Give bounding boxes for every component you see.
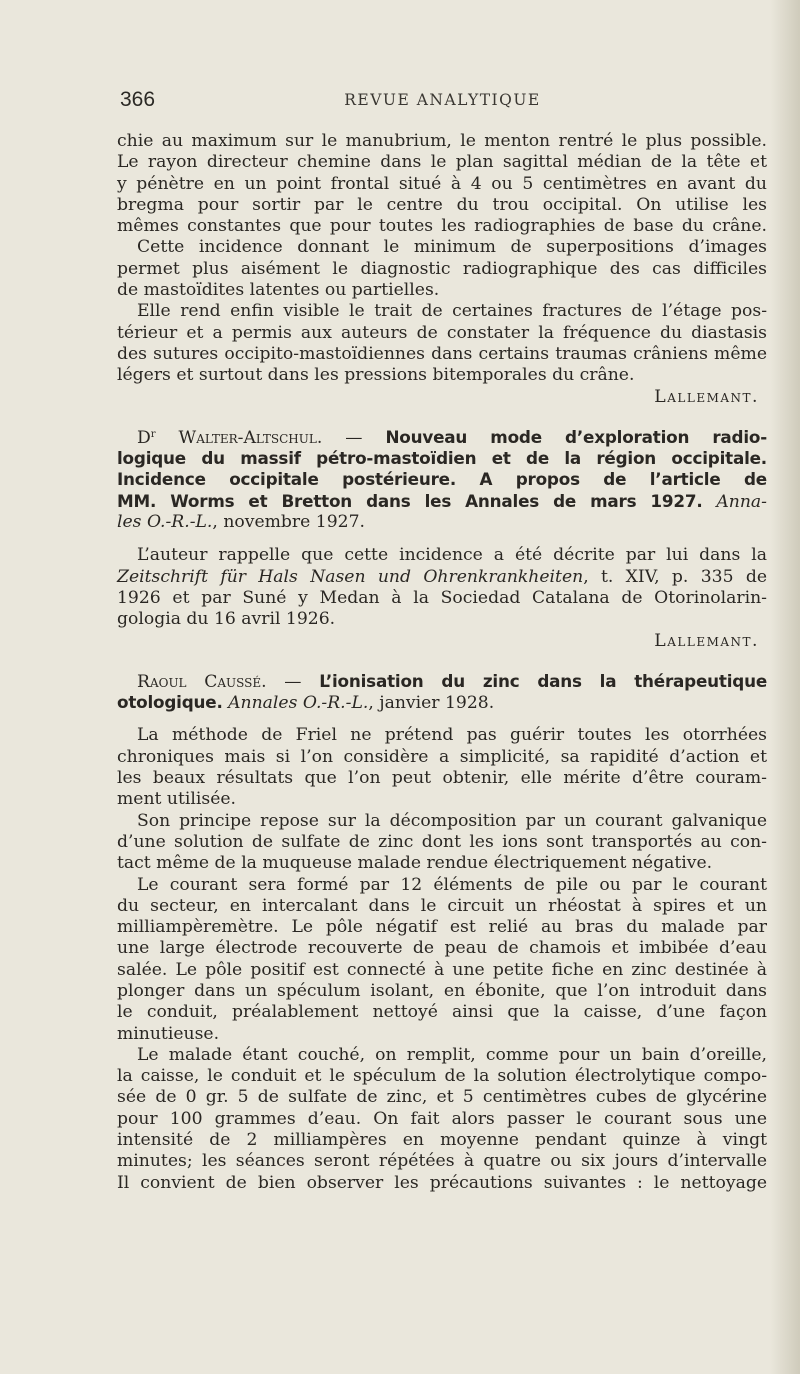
text-line: d’une solution de sulfate de zinc dont les ions sont transportés au con- <box>117 831 767 852</box>
text-line: les beaux résultats que l’on peut obtenir, elle mérite d’être couram- <box>117 768 767 789</box>
spacer <box>117 713 767 725</box>
text-line: pour 100 grammes d’eau. On fait alors passer le courant sous une <box>117 1108 767 1129</box>
author-name: Walter-Altschul. <box>178 427 323 448</box>
text-line: Le malade étant couché, on remplit, comme pour un bain d’oreille, <box>137 1044 767 1065</box>
text-line: 1926 et par Suné y Medan à la Sociedad Catalana de Otorinolarin- <box>117 587 767 608</box>
article-title: Incidence occipitale postérieure. A propos de l’article de <box>117 469 767 490</box>
text-line: une large électrode recouverte de peau de chamois et imbibée d’eau <box>117 938 767 959</box>
page-body <box>117 131 767 1194</box>
spacer <box>117 408 767 427</box>
article-title: MM. Worms et Bretton dans les Annales de mars 1927. <box>117 490 703 511</box>
text-line: minutieuse. <box>117 1023 220 1044</box>
text-line: Cette incidence donnant le minimum de superpositions d’images <box>137 237 767 258</box>
text-line: ment utilisée. <box>117 789 237 810</box>
review-entry-causse <box>117 671 767 1194</box>
text-line: chroniques mais si l’on considère a simplicité, sa rapidité d’action et <box>117 746 767 767</box>
text-line: gologia du 16 avril 1926. <box>117 609 336 630</box>
entry-heading-line <box>117 491 767 512</box>
text-line: le conduit, préalablement nettoyé ainsi que la caisse, d’une façon <box>117 1002 767 1023</box>
text-line: Son principe repose sur la décomposition par un courant galvanique <box>137 810 767 831</box>
text-line: La méthode de Friel ne prétend pas guérir toutes les otorrhées <box>137 725 767 746</box>
text-line: la caisse, le conduit et le spéculum de la solution électrolytique compo- <box>117 1066 767 1087</box>
text-line: Elle rend enfin visible le trait de certaines fractures de l’étage pos- <box>137 301 767 322</box>
text-line: chie au maximum sur le manubrium, le menton rentré le plus possible. <box>117 131 767 151</box>
review-continuation <box>117 131 767 408</box>
journal-ref: Annales O.-R.-L. <box>228 693 369 714</box>
journal-ref: Zeitschrift für Hals Nasen und Ohrenkrankheiten <box>117 566 584 587</box>
page-number: 366 <box>120 88 156 111</box>
spacer <box>117 652 767 671</box>
article-title: L’ionisation du zinc dans la thérapeutique <box>319 670 768 691</box>
author-name: Raoul Caussé. <box>137 671 267 692</box>
article-title: otologique. <box>117 692 223 713</box>
publication-date: , novembre 1927. <box>212 512 365 533</box>
text-line: y pénètre en un point frontal situé à 4 ou 5 centimètres en avant du <box>117 173 767 194</box>
entry-heading-line <box>117 448 767 469</box>
journal-ref: les O.-R.-L. <box>117 512 213 533</box>
text-line: de mastoïdites latentes ou partielles. <box>117 280 440 301</box>
running-title: REVUE ANALYTIQUE <box>344 91 541 109</box>
dash: — <box>322 427 386 448</box>
dash: — <box>266 671 320 692</box>
text-line: Le courant sera formé par 12 éléments de pile ou par le courant <box>137 874 767 895</box>
author-title: D <box>137 427 151 448</box>
entry-heading-line <box>117 427 767 448</box>
text-line: mêmes constantes que pour toutes les radiographies de base du crâne. <box>117 216 767 237</box>
text-line: Le rayon directeur chemine dans le plan sagittal médian de la tête et <box>117 152 767 173</box>
entry-heading-line <box>117 469 767 490</box>
text-line: salée. Le pôle positif est connecté à une petite fiche en zinc destinée à <box>117 959 767 980</box>
entry-heading-line <box>117 512 767 533</box>
text-line: légers et surtout dans les pressions bitemporales du crâne. <box>117 365 635 386</box>
signature: Lallemant. <box>654 386 759 407</box>
article-title: logique du massif pétro-mastoïdien et de la région occipitale. <box>117 448 767 469</box>
text-line: L’auteur rappelle que cette incidence a été décrite par lui dans la <box>137 545 767 566</box>
text-line: plonger dans un spéculum isolant, en ébonite, que l’on introduit dans <box>117 980 767 1001</box>
text-line: des sutures occipito-mastoïdiennes dans certains traumas crâniens même <box>117 343 767 364</box>
text-line: intensité de 2 milliampères en moyenne pendant quinze à vingt <box>117 1130 767 1151</box>
journal-ref: Anna- <box>716 491 767 512</box>
text-fragment: , t. XIV, p. 335 de <box>583 566 767 587</box>
text-line: minutes; les séances seront répétées à quatre ou six jours d’intervalle <box>117 1151 767 1172</box>
text-line: térieur et a permis aux auteurs de constater la fréquence du diastasis <box>117 322 767 343</box>
text-line: Il convient de bien observer les précautions suivantes : le nettoyage <box>117 1172 767 1193</box>
text-line: tact même de la muqueuse malade rendue électriquement négative. <box>117 853 713 874</box>
page-edge-shadow <box>770 0 800 1374</box>
entry-heading-line <box>117 692 767 713</box>
publication-date: , janvier 1928. <box>368 693 495 714</box>
entry-heading-line <box>117 671 767 692</box>
page-header <box>120 88 765 112</box>
text-line <box>117 567 767 588</box>
author-title-sup: r <box>150 428 156 440</box>
text-line: du secteur, en intercalant dans le circuit un rhéostat à spires et un <box>117 895 767 916</box>
article-title: Nouveau mode d’exploration radio- <box>385 426 768 447</box>
text-line: sée de 0 gr. 5 de sulfate de zinc, et 5 centimètres cubes de glycérine <box>117 1087 767 1108</box>
spacer <box>117 533 767 545</box>
review-entry-altschul <box>117 427 767 652</box>
signature: Lallemant. <box>654 630 759 651</box>
text-line: milliampèremètre. Le pôle négatif est relié au bras du malade par <box>117 917 767 938</box>
text-line: bregma pour sortir par le centre du trou occipital. On utilise les <box>117 194 767 215</box>
text-line: permet plus aisément le diagnostic radiographique des cas difficiles <box>117 258 767 279</box>
